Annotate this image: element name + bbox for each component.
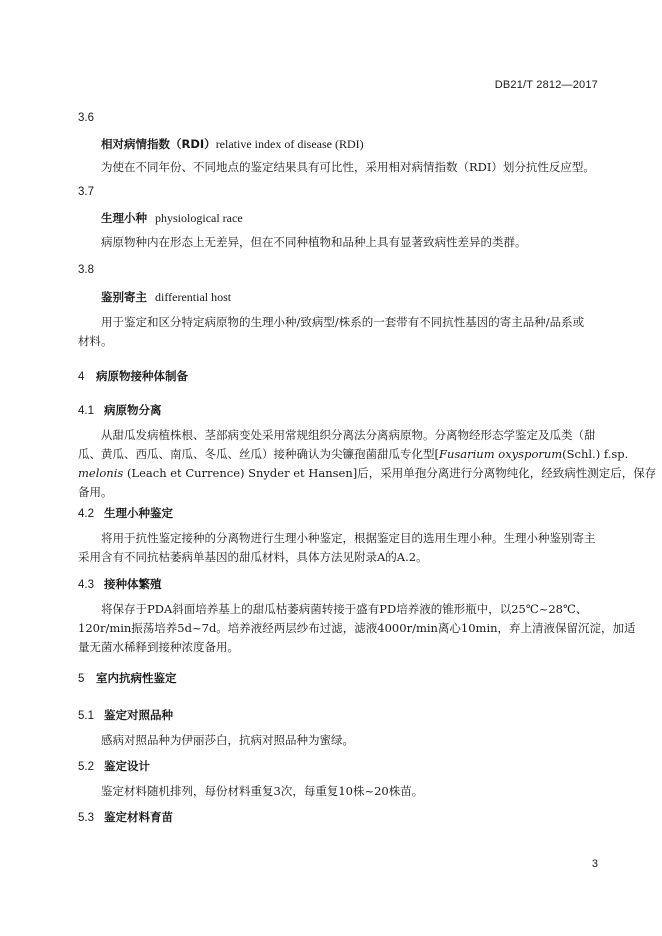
paragraph-4-2 xyxy=(78,529,598,567)
text-line: 为使在不同年份、不同地点的鉴定结果具有可比性，采用相对病情指数（RDI）划分抗性反应型。 xyxy=(101,160,595,174)
definition-3-8 xyxy=(78,313,598,351)
section-title: 接种体繁殖 xyxy=(104,577,162,591)
section-number: 4.1 xyxy=(78,405,94,417)
section-title: 病原物分离 xyxy=(104,403,162,417)
text-line: 用于鉴定和区分特定病原物的生理小种/致病型/株系的一套带有不同抗性基因的寄主品种/品系或 xyxy=(101,315,585,329)
section-title: 鉴定材料育苗 xyxy=(104,810,173,824)
text-line: 120r/min振荡培养5d~7d。培养液经两层纱布过滤，滤液4000r/min离心10min，弃上清液保留沉淀，加适 xyxy=(78,621,636,635)
clause-number-3-8: 3.8 xyxy=(78,264,94,276)
text-run: 瓜、黄瓜、西瓜、南瓜、冬瓜、丝瓜）接种确认为尖镰孢菌甜瓜专化型[ xyxy=(78,447,439,461)
term-en: differential host xyxy=(155,290,232,304)
section-title: 鉴定设计 xyxy=(104,759,150,773)
paragraph-4-3 xyxy=(78,600,636,657)
term-heading-3-8 xyxy=(101,289,231,305)
text-line: 将保存于PDA斜面培养基上的甜瓜枯萎病菌转接于盛有PD培养液的锥形瓶中，以25℃~28℃、 xyxy=(101,602,588,616)
document-code-header: DB21/T 2812—2017 xyxy=(494,79,598,91)
section-number: 4.2 xyxy=(78,508,94,520)
section-heading-4-3 xyxy=(78,576,162,592)
section-number: 4.3 xyxy=(78,579,94,591)
paragraph-4-1 xyxy=(78,426,657,502)
species-name: Fusarium oxysporum xyxy=(438,447,563,461)
page-number: 3 xyxy=(591,858,598,870)
text-line: 材料。 xyxy=(78,334,113,348)
term-cn: 生理小种 xyxy=(101,211,147,225)
text-line: 量无菌水稀释到接种浓度备用。 xyxy=(78,640,239,654)
section-number: 5 xyxy=(78,673,85,685)
definition-3-7 xyxy=(78,233,598,252)
text-line: 感病对照品种为伊丽莎白，抗病对照品种为蜜绿。 xyxy=(101,733,354,747)
text-line xyxy=(78,464,657,483)
text-run: (Leach et Currence) Snyder et Hansen]后，采用单孢分离进行分离物纯化，经致病性测定后，保存 xyxy=(123,466,657,480)
text-line: 鉴定材料随机排列，每份材料重复3次，每重复10株~20株苗。 xyxy=(101,784,424,798)
text-line: 采用含有不同抗枯萎病单基因的甜瓜材料，具体方法见附录A的A.2。 xyxy=(78,550,428,564)
text-line: 将用于抗性鉴定接种的分离物进行生理小种鉴定，根据鉴定目的选用生理小种。生理小种鉴别寄主 xyxy=(101,531,596,545)
term-en: relative index of disease (RDI) xyxy=(215,137,364,151)
section-number: 5.1 xyxy=(78,710,94,722)
forma-specialis-name: melonis xyxy=(78,466,124,480)
text-run: (Schl.) f.sp. xyxy=(562,447,629,461)
section-heading-4 xyxy=(78,368,188,384)
section-heading-5-1 xyxy=(78,707,173,723)
section-heading-4-2 xyxy=(78,505,173,521)
section-title: 病原物接种体制备 xyxy=(96,369,188,383)
term-cn: 相对病情指数（RDI） xyxy=(101,137,216,151)
section-title: 鉴定对照品种 xyxy=(104,708,173,722)
clause-number-3-6: 3.6 xyxy=(78,112,94,124)
text-line: 备用。 xyxy=(78,485,113,499)
term-en: physiological race xyxy=(155,211,243,225)
text-line: 从甜瓜发病植株根、茎部病变处采用常规组织分离法分离病原物。分离物经形态学鉴定及瓜类（甜 xyxy=(101,428,596,442)
clause-number-3-7: 3.7 xyxy=(78,186,94,198)
section-heading-4-1 xyxy=(78,402,162,418)
term-heading-3-6 xyxy=(101,136,364,152)
section-title: 生理小种鉴定 xyxy=(104,506,173,520)
section-number: 4 xyxy=(78,371,85,383)
section-number: 5.2 xyxy=(78,761,94,773)
text-line xyxy=(78,445,629,464)
section-heading-5-3 xyxy=(78,809,173,825)
term-cn: 鉴别寄主 xyxy=(101,290,147,304)
section-number: 5.3 xyxy=(78,812,94,824)
paragraph-5-1 xyxy=(78,731,598,750)
section-heading-5 xyxy=(78,670,177,686)
paragraph-5-2 xyxy=(78,782,598,801)
section-title: 室内抗病性鉴定 xyxy=(96,671,177,685)
section-heading-5-2 xyxy=(78,758,150,774)
term-heading-3-7 xyxy=(101,210,243,226)
text-line: 病原物种内在形态上无差异，但在不同种植物和品种上具有显著致病性差异的类群。 xyxy=(101,235,527,249)
definition-3-6 xyxy=(78,158,598,177)
